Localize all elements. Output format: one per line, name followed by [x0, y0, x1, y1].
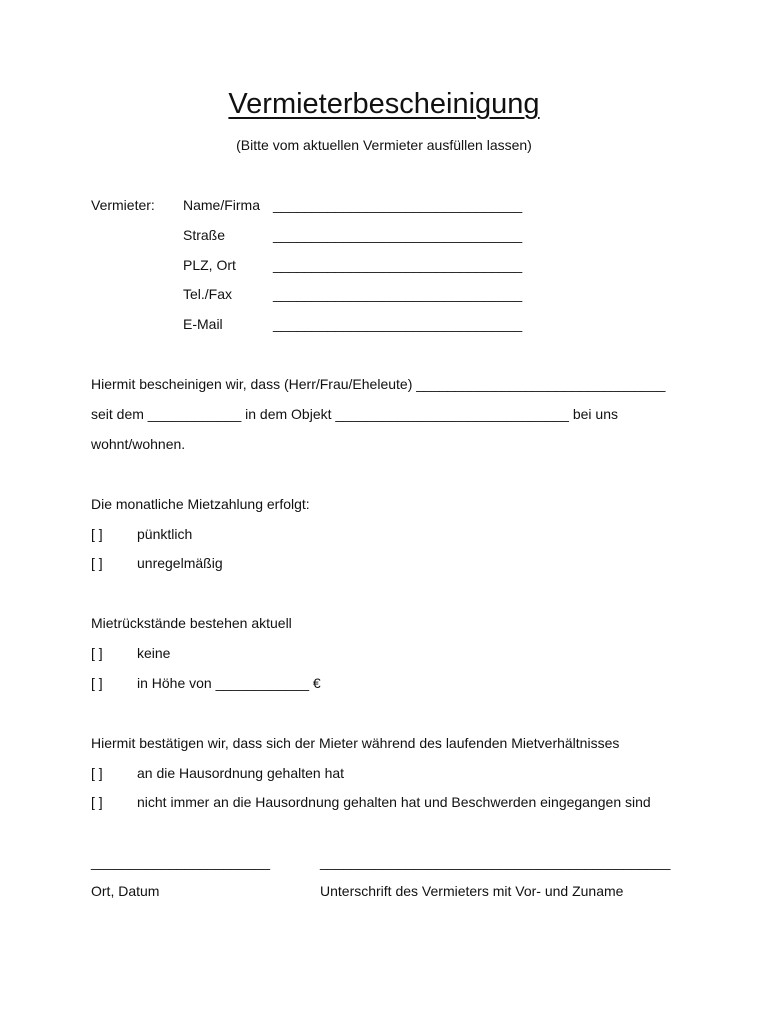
- field-label-email: E-Mail: [183, 316, 223, 332]
- field-line-street: ________________________________: [273, 227, 523, 243]
- signature-label: Unterschrift des Vermieters mit Vor- und Zuname: [320, 883, 624, 899]
- field-line-name: ________________________________: [273, 197, 523, 213]
- field-label-name: Name/Firma: [183, 197, 261, 213]
- place-date-line: _______________________: [91, 854, 271, 870]
- checkbox-none[interactable]: [ ]: [91, 645, 103, 661]
- landlord-label: Vermieter:: [91, 197, 155, 213]
- checkbox-rules-broken[interactable]: [ ]: [91, 794, 103, 810]
- field-line-email: ________________________________: [273, 316, 523, 332]
- payment-heading: Die monatliche Mietzahlung erfolgt:: [91, 496, 310, 512]
- signature-line: _____________________________________________: [320, 854, 671, 870]
- field-label-phone-fax: Tel./Fax: [183, 286, 233, 302]
- option-label-none: keine: [137, 645, 171, 661]
- field-label-zip-city: PLZ, Ort: [183, 257, 236, 273]
- option-label-irregular: unregelmäßig: [137, 555, 223, 571]
- certification-line-1: Hiermit bescheinigen wir, dass (Herr/Frau/Eheleute) ________________________________: [91, 376, 666, 392]
- certification-line-3: wohnt/wohnen.: [91, 436, 186, 452]
- checkbox-irregular[interactable]: [ ]: [91, 555, 103, 571]
- option-label-punctual: pünktlich: [137, 526, 193, 542]
- document-title: Vermieterbescheinigung: [228, 88, 540, 120]
- field-line-zip-city: ________________________________: [273, 257, 523, 273]
- house-rules-heading: Hiermit bestätigen wir, dass sich der Mieter während des laufenden Mietverhältnisses: [91, 735, 620, 751]
- document-subtitle: (Bitte vom aktuellen Vermieter ausfüllen lassen): [236, 137, 532, 153]
- certification-line-2: seit dem ____________ in dem Objekt ______________________________ bei uns: [91, 406, 619, 422]
- checkbox-amount[interactable]: [ ]: [91, 675, 103, 691]
- option-label-rules-kept: an die Hausordnung gehalten hat: [137, 765, 345, 781]
- arrears-heading: Mietrückstände bestehen aktuell: [91, 615, 292, 631]
- field-label-street: Straße: [183, 227, 226, 243]
- field-line-phone-fax: ________________________________: [273, 286, 523, 302]
- option-label-amount: in Höhe von ____________ €: [137, 675, 321, 691]
- checkbox-rules-kept[interactable]: [ ]: [91, 765, 103, 781]
- option-label-rules-broken: nicht immer an die Hausordnung gehalten hat und Beschwerden eingegangen sind: [137, 794, 651, 810]
- place-date-label: Ort, Datum: [91, 883, 160, 899]
- checkbox-punctual[interactable]: [ ]: [91, 526, 103, 542]
